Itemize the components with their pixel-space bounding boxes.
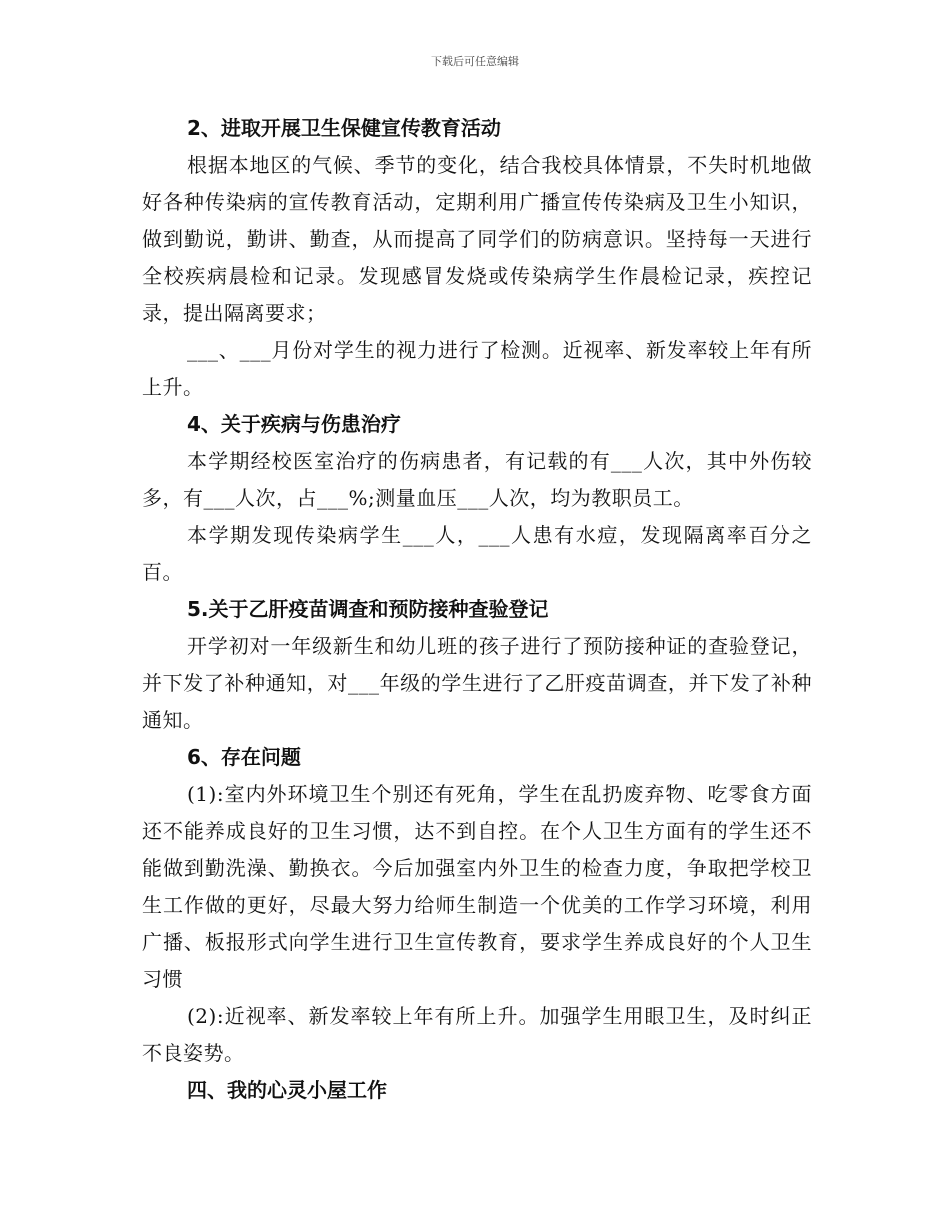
paragraph: (1):室内外环境卫生个别还有死角，学生在乱扔废弃物、吃零食方面还不能养成良好的卫生习惯，达不到自控。在个人卫生方面有的学生还不能做到勤洗澡、勤换衣。今后加强室内外卫生的检查力度，争取把学校卫生工作做的更好，尽最大努力给师生制造一个优美的工作学习环境，利用广播、板报形式向学生进行卫生宣传教育，要求学生养成良好的个人卫生习惯	[142, 782, 812, 991]
paragraph: 开学初对一年级新生和幼儿班的孩子进行了预防接种证的查验登记，并下发了补种通知，对___年级的学生进行了乙肝疫苗调查，并下发了补种通知。	[142, 634, 812, 732]
paragraph: 本学期发现传染病学生___人，___人患有水痘，发现隔离率百分之百。	[142, 523, 812, 584]
document-body	[142, 110, 812, 1109]
paragraph: 本学期经校医室治疗的伤病患者，有记载的有___人次，其中外伤较多，有___人次，占___%;测量血压___人次，均为教职员工。	[142, 449, 812, 510]
section-heading: 2、进取开展卫生保健宣传教育活动	[187, 116, 501, 140]
section-heading: 四、我的心灵小屋工作	[187, 1078, 387, 1102]
page-header-note: 下载后可任意编辑	[431, 55, 519, 68]
paragraph: ___、___月份对学生的视力进行了检测。近视率、新发率较上年有所上升。	[142, 338, 812, 399]
section-heading: 6、存在问题	[187, 745, 301, 769]
section-heading: 5.关于乙肝疫苗调查和预防接种查验登记	[187, 597, 549, 621]
section-heading: 4、关于疾病与伤患治疗	[187, 412, 401, 436]
paragraph: 根据本地区的气候、季节的变化，结合我校具体情景，不失时机地做好各种传染病的宣传教育活动，定期利用广播宣传传染病及卫生小知识，做到勤说，勤讲、勤查，从而提高了同学们的防病意识。坚持每一天进行全校疾病晨检和记录。发现感冒发烧或传染病学生作晨检记录，疾控记录，提出隔离要求；	[142, 153, 812, 325]
paragraph: (2):近视率、新发率较上年有所上升。加强学生用眼卫生，及时纠正不良姿势。	[142, 1004, 812, 1065]
